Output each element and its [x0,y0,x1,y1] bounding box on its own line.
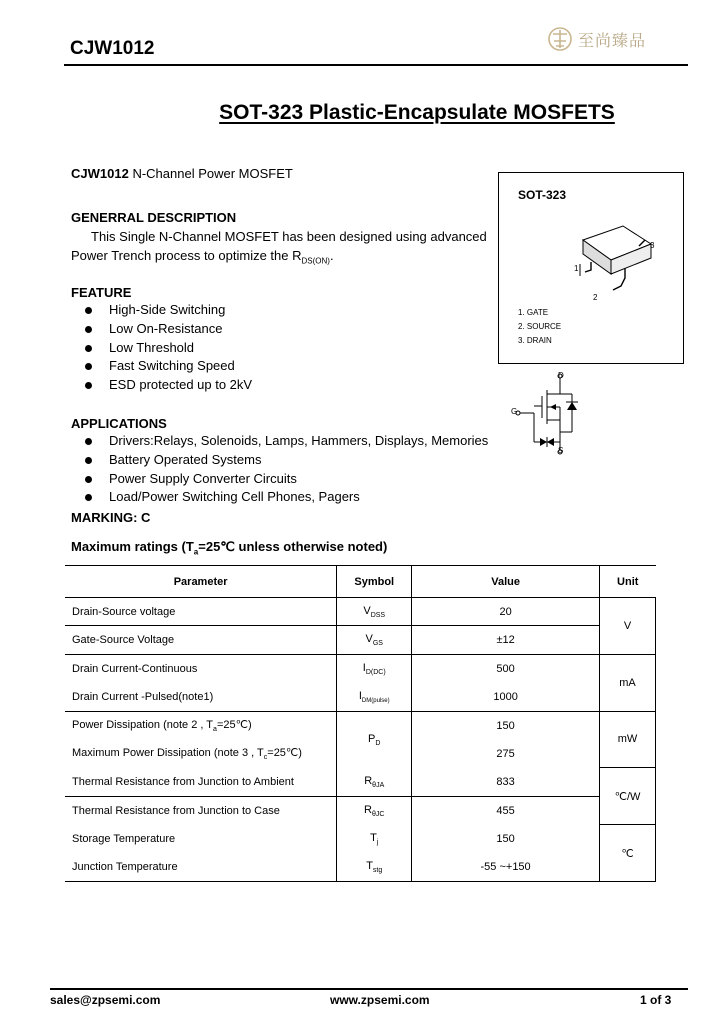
symbol-text: R [364,774,373,787]
footer-rule [50,988,688,990]
brand-logo-text: 至尚臻品 [578,32,647,50]
brand-logo-icon [548,25,572,53]
row-value: 275 [412,739,600,767]
header-parameter: Parameter [65,566,337,598]
row-param: Thermal Resistance from Junction to Case [72,804,280,817]
ratings-heading [71,539,387,557]
row-param: Junction Temperature [65,853,337,881]
row-value: -55 ~+150 [412,853,600,881]
package-drawing [565,218,665,302]
footer-page-number: 1 of 3 [640,993,672,1007]
unit-cell-celsius: ℃ [600,825,656,882]
general-line-1: This Single N-Channel MOSFET has been designed using advanced [91,229,487,244]
row-value: ±12 [412,626,600,654]
schematic-label-source: S [558,446,564,455]
row-symbol [337,711,412,768]
symbol-subscript: DM(pulse) [361,697,390,704]
brand-logo [548,24,646,54]
symbol-subscript: θJC [371,810,385,818]
row-param [65,739,337,767]
row-value: 20 [412,598,600,626]
symbol-subscript: D [375,739,381,747]
table-row [65,853,656,881]
symbol-text: R [364,803,372,816]
unit-cell-celsius-per-watt: ℃/W [600,768,656,825]
rdson-subscript: DS(ON) [301,256,330,266]
package-title: SOT-323 [518,188,567,202]
row-symbol [337,825,412,853]
row-param [65,711,337,739]
document-title: SOT-323 Plastic-Encapsulate MOSFETS [219,101,615,124]
feature-item: ESD protected up to 2kV [71,376,252,395]
application-item: Drivers:Relays, Solenoids, Lamps, Hammers, Displays, Memories [71,432,488,451]
row-value: 150 [412,711,600,739]
unit-cell-volts: V [600,598,656,655]
pin-label-source: 2. SOURCE [518,322,562,331]
unit-cell-milliwatts: mW [600,711,656,768]
header-part-number: CJW1012 [70,38,155,59]
feature-item: Low Threshold [71,339,252,358]
header-symbol: Symbol [337,566,412,598]
param-subscript: c [263,754,268,762]
row-param: Storage Temperature [72,832,176,845]
row-value: 150 [412,825,600,853]
table-row [65,711,656,739]
table-row [65,598,656,626]
param-text: Power Dissipation (note 2 , T [72,718,214,731]
ratings-heading-text: Maximum ratings (T [71,539,194,554]
symbol-text: V [365,632,373,645]
symbol-text: I [362,661,366,674]
table-row [65,654,656,682]
table-header-row [65,566,656,598]
schematic-label-drain: D [558,371,564,380]
row-value: 833 [412,768,600,796]
application-item: Battery Operated Systems [71,451,488,470]
feature-item: Fast Switching Speed [71,357,252,376]
row-symbol [337,768,412,796]
general-line-2-text: Power Trench process to optimize the R [71,248,302,263]
applications-list [71,432,488,507]
pin-number-1: 1 [574,264,579,273]
symbol-subscript: stg [372,867,383,875]
pin-number-2: 2 [593,293,598,302]
header-rule [64,64,688,66]
schematic-label-gate: G [511,407,518,416]
pin-number-3: 3 [650,241,655,250]
table-row [65,796,656,824]
mosfet-schematic [510,370,590,458]
row-symbol [337,853,412,881]
application-item: Load/Power Switching Cell Phones, Pagers [71,488,488,507]
symbol-text: V [363,604,371,617]
row-value: 1000 [412,683,600,711]
symbol-text: I [358,689,362,702]
unit-cell-milliamps: mA [600,654,656,711]
general-line-2 [71,248,334,266]
row-param: Drain Current-Continuous [72,662,198,675]
row-symbol [337,654,412,682]
row-param: Drain-Source voltage [65,598,337,626]
symbol-text: T [370,831,377,844]
symbol-subscript: j [376,838,379,846]
general-line-2-end: . [329,248,334,263]
marking: MARKING: C [71,510,151,525]
symbol-subscript: D(DC) [365,668,386,676]
applications-heading: APPLICATIONS [71,416,167,431]
symbol-text: P [368,732,376,745]
row-param: Thermal Resistance from Junction to Ambient [65,768,337,796]
footer-email: sales@zpsemi.com [50,993,161,1007]
feature-list [71,301,252,395]
header-value: Value [412,566,600,598]
ratings-heading-end: =25℃ unless otherwise noted) [198,539,388,554]
header-unit: Unit [600,566,656,598]
param-text: Maximum Power Dissipation (note 3 , T [72,747,264,760]
general-heading: GENERRAL DESCRIPTION [71,210,237,225]
param-subscript: a [213,726,217,734]
feature-item: Low On-Resistance [71,320,252,339]
symbol-subscript: GS [372,640,383,648]
symbol-subscript: DSS [370,611,386,619]
row-value: 500 [412,654,600,682]
table-row [65,683,656,711]
symbol-subscript: θJA [372,781,385,789]
device-desc: N-Channel Power MOSFET [132,166,293,181]
feature-item: High-Side Switching [71,301,252,320]
pin-label-drain: 3. DRAIN [518,336,552,345]
row-symbol [337,626,412,654]
row-param: Gate-Source Voltage [65,626,337,654]
ratings-heading-subscript: a [193,547,199,557]
footer-website: www.zpsemi.com [330,993,430,1007]
row-value: 455 [412,796,600,824]
param-text-end: =25℃) [267,747,302,760]
device-part: CJW1012 [71,166,129,181]
table-row [65,626,656,654]
device-line [71,166,293,181]
row-symbol [337,796,412,824]
application-item: Power Supply Converter Circuits [71,470,488,489]
row-symbol [337,683,412,711]
row-symbol [337,598,412,626]
row-param: Drain Current -Pulsed(note1) [65,683,337,711]
ratings-table [65,565,656,882]
table-row [65,825,656,853]
feature-heading: FEATURE [71,285,132,300]
symbol-text: T [366,859,373,872]
param-text-end: =25℃) [216,718,252,731]
table-row [65,768,656,796]
pin-label-gate: 1. GATE [518,308,549,317]
